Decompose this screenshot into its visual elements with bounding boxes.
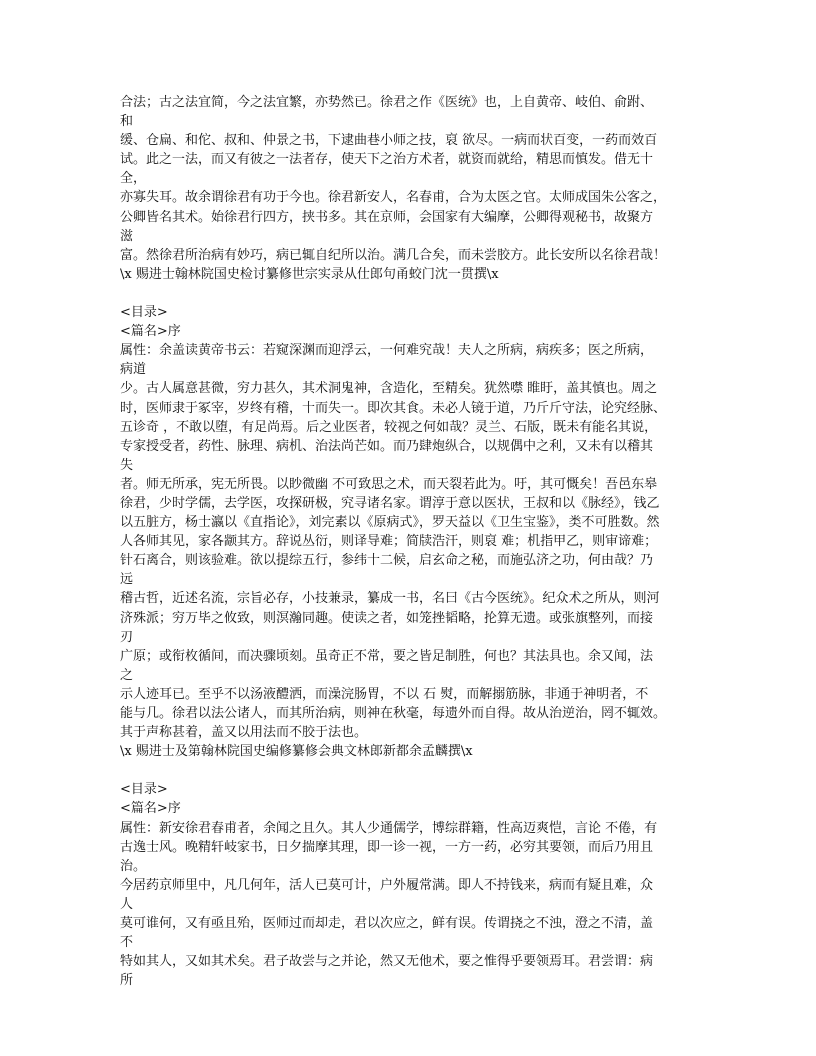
text-line: 广原；或衔枚循间，而决骤顷刻。虽奇正不常，要之皆足制胜，何也？其法具也。余又闻，法 xyxy=(120,648,654,664)
text-line: 全， xyxy=(120,171,147,187)
text-line: 时，医师隶于冢宰，岁终有稽，十而失一。即次其食。未必人镜于道，乃斤斤守法，论究经脉、 xyxy=(120,400,667,416)
text-line: 属性：新安徐君春甫者，余闻之且久。其人少通儒学，博综群籍，性高迈爽恺，言论 不倦，有 xyxy=(120,820,658,836)
text-line: 所 xyxy=(120,973,134,989)
text-line: 合法；古之法宜简，今之法宜繁，亦势然已。徐君之作《医统》也，上自黄帝、岐伯、俞跗、 xyxy=(120,95,654,110)
text-line: 示人迹耳已。至乎不以汤液醴洒，而澡浣肠胃，不以 石 熨，而解搦筋脉，非通于神明者，不 xyxy=(120,686,649,702)
catalog-tag: <目录> xyxy=(120,305,168,321)
author-signature-line: \x 赐进士翰林院国史检讨纂修世宗实录从仕郎句甬蛟门沈一贯撰\x xyxy=(120,266,499,282)
chapter-title: <篇名>序 xyxy=(120,801,181,817)
text-line: 病道 xyxy=(120,362,147,378)
text-line: 以五脏方，杨士瀛以《直指论》，刘完素以《原病式》，罗天益以《卫生宝鉴》，类不可胜数。然 xyxy=(120,515,660,531)
text-line: 专家授受者，药性、脉理、病机、治法尚芒如。而乃肆炮纵合，以规偶中之利，又未有以稽其 xyxy=(120,438,654,454)
preface-section-shen-yiguan xyxy=(120,93,698,284)
section-gap xyxy=(120,284,698,303)
text-line: 富。然徐君所治病有妙巧，病已辄自纪所以治。满几合矣，而未尝胶方。此长安所以名徐君哉！ xyxy=(120,247,667,263)
catalog-tag: <目录> xyxy=(120,782,168,798)
text-line: 公卿皆名其术。始徐君行四方，挟书多。其在京师，会国家有大编摩，公卿得观秘书，故聚方 xyxy=(120,209,654,225)
section-gap xyxy=(120,761,698,780)
text-line: 其于声称甚着，盖又以用法而不胶于法也。 xyxy=(120,725,368,741)
chapter-title: <篇名>序 xyxy=(120,324,181,340)
text-line: 失 xyxy=(120,457,134,473)
text-line: 之 xyxy=(120,667,134,683)
text-line: 针石离合，则该验难。欲以提综五行，参纬十二候，启玄命之秘，而施弘济之功，何由哉？乃 xyxy=(120,553,654,569)
text-line: 五诊奇 ，不敢以堕，有足尚焉。后之业医者，较视之何如哉？灵兰、石版，既未有能名其说， xyxy=(120,419,658,435)
preface-section-yu-menglin xyxy=(120,303,698,761)
text-line: 人各师其见，家各颛其方。辞说丛衍，则译导难；简牍浩汗，则裒 难；机指甲乙，则审谛难； xyxy=(120,534,658,550)
text-line: 徐君，少时学儒，去学医，攻探研极，究寻诸名家。谓淳于意以医状，王叔和以《脉经》，钱乙 xyxy=(120,495,660,511)
text-line: 不 xyxy=(120,935,134,951)
text-line: 能与几。徐君以法公诸人，而其所治病，则神在秋毫，每遗外而自得。故从治逆治，罔不辄效。 xyxy=(120,706,667,721)
text-line: 刃 xyxy=(120,629,134,645)
text-line: 今居药京师里中，凡几何年，活人已莫可计，户外履常满。即人不持钱来，病而有疑且难，众 xyxy=(120,877,654,893)
text-line: 属性：余盖读黄帝书云：若窥深渊而迎浮云，一何难究哉！夫人之所病，病疾多；医之所病， xyxy=(120,343,654,359)
text-line: 治。 xyxy=(120,858,147,874)
text-line: 远 xyxy=(120,572,134,588)
text-line: 缓、仓扁、和佗、叔和、仲景之书，下逮曲巷小师之技，裒 欲尽。一病而状百变，一药而效百 xyxy=(120,133,658,149)
text-line: 试。此之一法，而又有彼之一法者存，使天下之治方术者，就资而就给，精思而慎发。借无十 xyxy=(120,152,654,168)
text-line: 亦寡失耳。故余谓徐君有功于今也。徐君新安人，名春甫，合为太医之官。太师成国朱公客之， xyxy=(120,190,667,206)
preface-section-third xyxy=(120,780,698,990)
text-line: 济殊派；穷万毕之攸致，则溟瀚同趣。使读之者，如笼挫韬略，抡算无遗。或张旗整列，而接 xyxy=(120,610,654,626)
text-line: 特如其人，又如其术矣。君子故尝与之并论，然又无他术，要之惟得乎要领焉耳。君尝谓：病 xyxy=(120,954,654,970)
text-line: 滋 xyxy=(120,228,134,244)
text-line: 人 xyxy=(120,896,134,912)
document-page xyxy=(120,93,698,990)
text-line: 莫可谁何，又有亟且殆，医师过而却走，君以次应之，鲜有误。传谓挠之不浊，澄之不清，盖 xyxy=(120,916,654,932)
text-line: 稽古哲，近述名流，宗旨必存，小技兼录，纂成一书，名曰《古今医统》。纪众术之所从，则河 xyxy=(120,591,660,607)
text-line: 者。师无所承，宪无所畏。以眇微幽 不可致思之术，而天裂若此为。吁，其可慨矣！吾邑东皋 xyxy=(120,476,658,492)
text-line: 古逸士风。晚精轩岐家书，日夕揣摩其理，即一诊一视，一方一药，必穷其要领，而后乃用且 xyxy=(120,839,654,855)
text-line: 少。古人属意甚微，穷力甚久，其术洞鬼神，含造化，至精矣。犹然噤 睢盱，盖其慎也。周之 xyxy=(120,381,658,397)
author-signature-line: \x 赐进士及第翰林院国史编修纂修会典文林郎新都余孟麟撰\x xyxy=(120,744,473,760)
text-line: 和 xyxy=(120,114,134,130)
